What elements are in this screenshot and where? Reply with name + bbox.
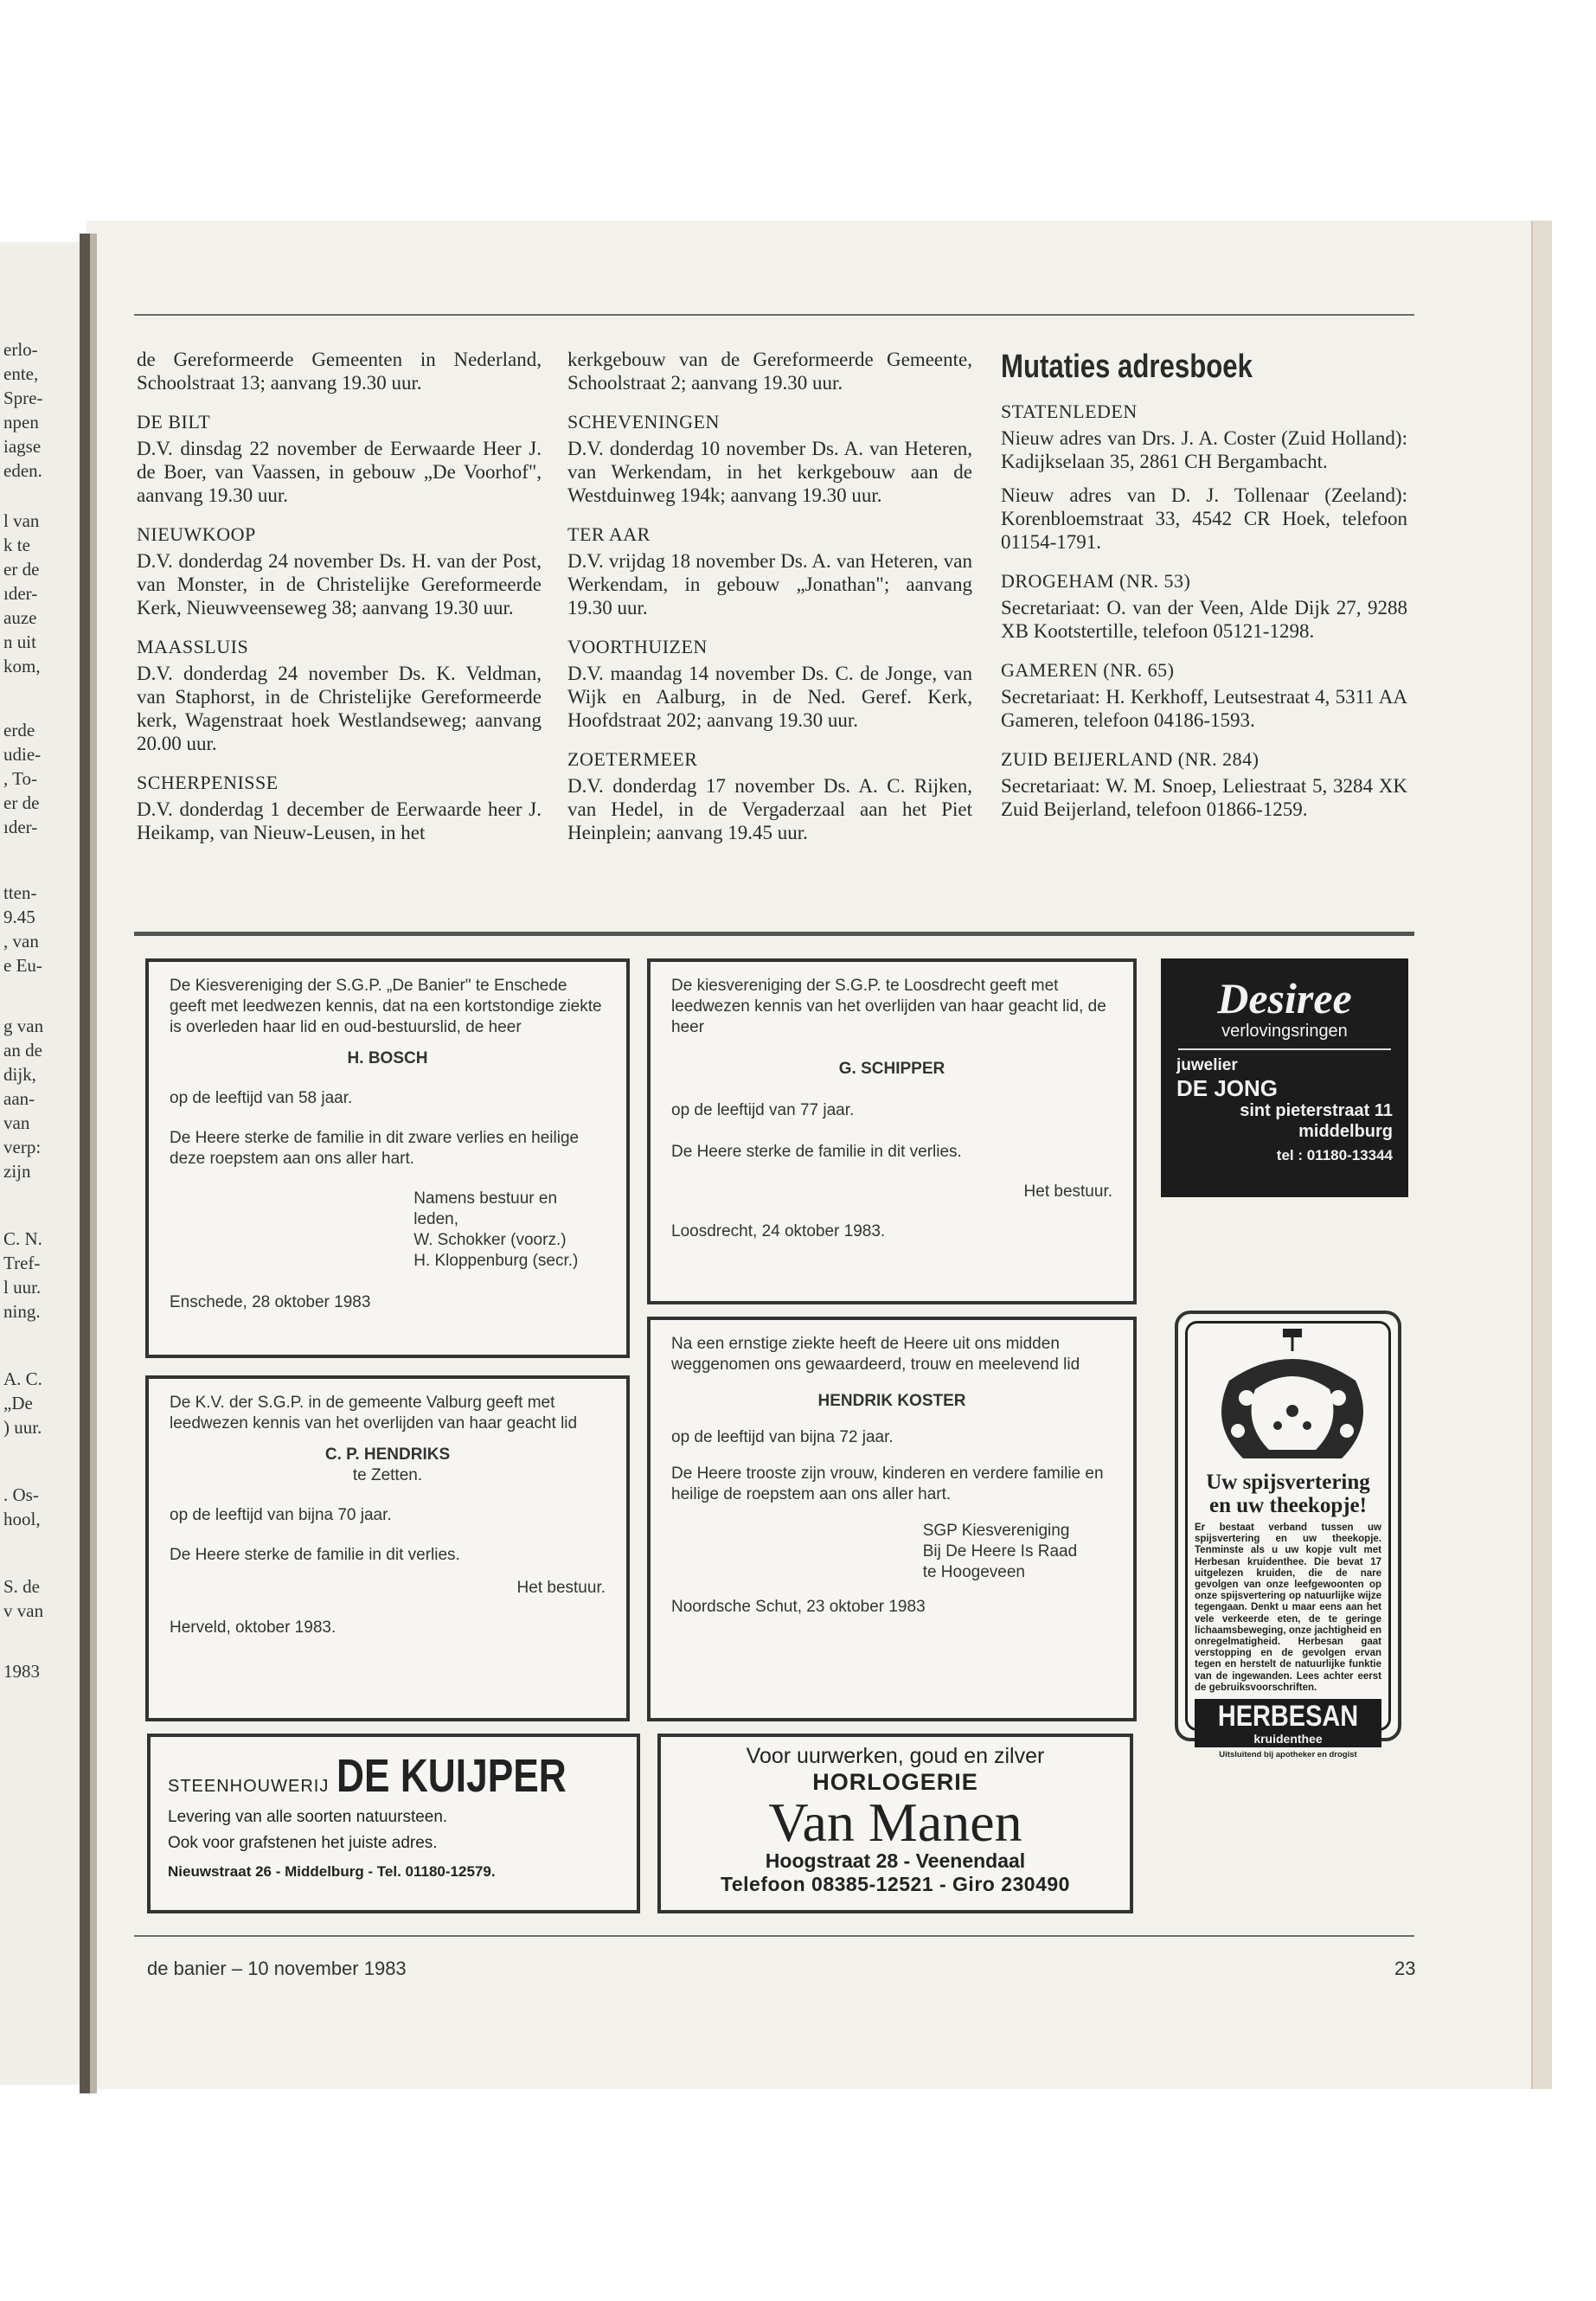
section-heading: MAASSLUIS: [137, 636, 249, 657]
ad-kuijper-line: Ook voor grafstenen het juiste adres.: [168, 1834, 438, 1852]
ad-herbesan-brand-name: HERBESAN: [1217, 1700, 1359, 1734]
notice-place-date: Noordsche Schut, 23 oktober 1983: [671, 1598, 926, 1616]
previous-page-fragment: Tref-: [3, 1253, 41, 1273]
section-heading: VOORTHUIZEN: [567, 636, 708, 657]
previous-page-fragment: . Os-: [3, 1484, 39, 1505]
previous-page-fragment: l uur.: [3, 1277, 42, 1298]
section-heading: NIEUWKOOP: [137, 523, 256, 545]
previous-page-fragment: g van: [3, 1016, 44, 1036]
previous-page-fragment: tten-: [3, 882, 37, 903]
previous-page-fragment: er de: [3, 792, 40, 813]
ad-de-kuijper: [147, 1734, 640, 1913]
ad-divider: [1178, 1048, 1391, 1050]
footer-page-number: 23: [1394, 1958, 1416, 1979]
ad-van-manen: [657, 1734, 1133, 1913]
body-paragraph: D.V. donderdag 24 november Ds. K. Veldman, van Staphorst, in de Christelijke Gereformeerde kerk, Wagenstraat hoek Westlandseweg; aanvang 20.00 uur.: [137, 663, 542, 754]
body-paragraph: Nieuw adres van Drs. J. A. Coster (Zuid Holland): Kadijkselaan 35, 2861 CH Bergambacht.: [1001, 427, 1407, 472]
obituary-bosch: [145, 958, 630, 1358]
previous-page-fragment: npen: [3, 412, 39, 433]
body-paragraph: D.V. donderdag 1 december de Eerwaarde heer J. Heikamp, van Nieuw-Leusen, in het: [137, 798, 542, 843]
section-heading: DROGEHAM (NR. 53): [1001, 570, 1191, 592]
ad-kuijper-name: DE KUIJPER: [336, 1750, 567, 1802]
notice-intro: De kiesvereniging der S.G.P. te Loosdrecht geeft met leedwezen kennis van het overlijden van haar geacht lid, de heer: [671, 977, 1106, 1036]
book-spine: [80, 234, 90, 2093]
previous-page-fragment: , To-: [3, 768, 37, 789]
ad-vanmanen-horlogerie: HORLOGERIE: [812, 1769, 978, 1795]
ad-herbesan-headline: Uw spijsvertering en uw theekopje!: [1206, 1471, 1370, 1517]
notice-name: C. P. HENDRIKS: [324, 1445, 451, 1464]
notice-residence: te Zetten.: [352, 1466, 423, 1484]
previous-page-fragment: ning.: [3, 1301, 41, 1322]
body-paragraph: Secretariaat: O. van der Veen, Alde Dijk 27, 9288 XB Kootstertille, telefoon 05121-1298.: [1001, 597, 1407, 642]
ad-desiree: [1161, 958, 1408, 1197]
previous-page-fragment: dijk,: [3, 1064, 36, 1085]
previous-page-fragment: verp:: [3, 1137, 42, 1157]
body-paragraph: de Gereformeerde Gemeenten in Nederland, Schoolstraat 13; aanvang 19.30 uur.: [137, 349, 542, 394]
section-heading: GAMEREN (NR. 65): [1001, 659, 1175, 681]
ad-desiree-line: juwelier: [1176, 1056, 1238, 1074]
body-paragraph: D.V. donderdag 17 november Ds. A. C. Rijken, van Hedel, in de Vergaderzaal aan het Piet Heinplein; aanvang 19.45 uur.: [567, 775, 972, 843]
obituary-schipper: [647, 958, 1137, 1304]
previous-page-fragment: hool,: [3, 1509, 41, 1529]
ad-desiree-line: DE JONG: [1176, 1075, 1279, 1101]
previous-page-fragment: ente,: [3, 363, 39, 384]
previous-page-fragment: v van: [3, 1600, 44, 1621]
previous-page-fragment: aan-: [3, 1088, 35, 1109]
previous-page-fragment: eden.: [3, 460, 42, 481]
previous-page-fragment: iagse: [3, 436, 42, 457]
section-heading: ZOETERMEER: [567, 748, 698, 770]
column-mutaties-adresboek: [1001, 349, 1407, 831]
previous-page-fragment: auze: [3, 607, 37, 628]
notice-signature: Bij De Heere Is Raad: [922, 1542, 1078, 1561]
body-paragraph: Nieuw adres van D. J. Tollenaar (Zeeland): Korenbloemstraat 33, 4542 CR Hoek, telefoon 01154-1791.: [1001, 484, 1407, 553]
ad-vanmanen-line: Voor uurwerken, goud en zilver: [746, 1744, 1045, 1768]
previous-page-fragment: k te: [3, 535, 30, 555]
section-heading: STATENLEDEN: [1001, 401, 1138, 422]
ad-herbesan: [1175, 1311, 1401, 1760]
notice-name: H. BOSCH: [347, 1049, 428, 1067]
ad-vanmanen-name: Van Manen: [768, 1791, 1022, 1853]
previous-page-fragment: e Eu-: [3, 955, 42, 976]
column-middle: [567, 348, 972, 855]
previous-page-fragment: l van: [3, 510, 40, 531]
ad-desiree-subtitle: verlovingsringen: [1221, 1022, 1348, 1041]
notice-wish: De Heere sterke de familie in dit zware verlies en heilige deze roepstem aan ons aller hart.: [170, 1129, 580, 1168]
body-paragraph: D.V. donderdag 24 november Ds. H. van der Post, van Monster, in de Christelijke Gereformeerde Kerk, Nieuwveenseweg 38; aanvang 19.30 uur.: [137, 550, 542, 619]
body-paragraph: Secretariaat: H. Kerkhoff, Leutsestraat 4, 5311 AA Gameren, telefoon 04186-1593.: [1001, 686, 1407, 731]
ad-kuijper-pre: STEENHOUWERIJ: [168, 1777, 330, 1796]
previous-page-fragment: zijn: [3, 1161, 31, 1182]
mutaties-title: Mutaties adresboek: [1001, 349, 1253, 385]
notice-wish: De Heere sterke de familie in dit verlies.: [671, 1143, 962, 1161]
tea-bag-illustration: [1195, 1329, 1390, 1467]
notice-wish: De Heere trooste zijn vrouw, kinderen en verdere familie en heilige de roepstem aan ons aller hart.: [671, 1465, 1104, 1503]
previous-page-fragment: Spre-: [3, 388, 43, 408]
body-paragraph: D.V. maandag 14 november Ds. C. de Jonge, van Wijk en Aalburg, in de Ned. Geref. Kerk, Hoofdstraat 202; aanvang 19.30 uur.: [567, 663, 972, 731]
notice-signature: H. Kloppenburg (secr.): [413, 1252, 579, 1270]
notice-signature: te Hoogeveen: [922, 1563, 1026, 1581]
footer-rule: [134, 1935, 1414, 1937]
notice-intro: De K.V. der S.G.P. in de gemeente Valburg geeft met leedwezen kennis van het overlijden van haar geacht lid: [170, 1394, 578, 1433]
ad-vanmanen-address: Hoogstraat 28 - Veenendaal: [765, 1849, 1026, 1872]
ad-herbesan-footnote: Uitsluitend bij apotheker en drogist: [1219, 1750, 1357, 1760]
notice-place-date: Enschede, 28 oktober 1983: [170, 1293, 371, 1311]
previous-page-fragment: n uit: [3, 631, 36, 652]
top-rule: [134, 314, 1414, 316]
notice-signature: Het bestuur.: [516, 1579, 606, 1597]
previous-page-fragment: ) uur.: [3, 1417, 42, 1438]
body-paragraph: D.V. vrijdag 18 november Ds. A. van Heteren, van Werkendam, in gebouw „Jonathan"; aanvang 19.30 uur.: [567, 550, 972, 619]
previous-page-fragment: ıder-: [3, 817, 38, 837]
section-heading: SCHERPENISSE: [137, 772, 279, 793]
ad-kuijper-address: Nieuwstraat 26 - Middelburg - Tel. 01180-12579.: [168, 1863, 496, 1880]
previous-page-fragment: A. C.: [3, 1368, 42, 1389]
notice-intro: Na een ernstige ziekte heeft de Heere uit ons midden weggenomen ons gewaardeerd, trouw en meelevend lid: [671, 1335, 1080, 1374]
previous-page-fragment: an de: [3, 1040, 42, 1061]
notice-signature: SGP Kiesvereniging: [922, 1522, 1070, 1540]
previous-page-fragment: „De: [3, 1393, 33, 1413]
notice-signature: Namens bestuur en leden,: [413, 1189, 558, 1228]
previous-page-fragment: S. de: [3, 1576, 40, 1597]
body-paragraph: D.V. dinsdag 22 november de Eerwaarde Heer J. de Boer, van Vaassen, in gebouw „De Voorhof", aanvang 19.30 uur.: [137, 438, 542, 506]
notice-place-date: Loosdrecht, 24 oktober 1983.: [671, 1222, 886, 1240]
obituary-hendriks: [145, 1375, 630, 1721]
obituary-koster: [647, 1317, 1137, 1721]
ad-herbesan-brand: [1195, 1699, 1381, 1747]
notice-age: op de leeftijd van bijna 70 jaar.: [170, 1506, 392, 1524]
notice-name: G. SCHIPPER: [838, 1060, 945, 1078]
section-heading: DE BILT: [137, 411, 211, 433]
section-rule: [134, 932, 1414, 936]
notice-age: op de leeftijd van 77 jaar.: [671, 1101, 855, 1119]
body-paragraph: D.V. donderdag 10 november Ds. A. van Heteren, van Werkendam, in het kerkgebouw aan de Westduinweg 194k; aanvang 19.30 uur.: [567, 438, 972, 506]
body-paragraph: Secretariaat: W. M. Snoep, Leliestraat 5, 3284 XK Zuid Beijerland, telefoon 01866-1259.: [1001, 775, 1407, 820]
notice-age: op de leeftijd van bijna 72 jaar.: [671, 1428, 894, 1446]
previous-page-fragment: van: [3, 1112, 30, 1133]
previous-page-fragment: C. N.: [3, 1228, 42, 1249]
previous-page-fragment: erde: [3, 720, 35, 740]
notice-wish: De Heere sterke de familie in dit verlies.: [170, 1546, 460, 1564]
notice-signature: W. Schokker (voorz.): [413, 1231, 567, 1249]
previous-page-fragment: kom,: [3, 656, 41, 676]
previous-page-fragment: erlo-: [3, 339, 38, 360]
previous-page-fragment: udie-: [3, 744, 42, 765]
previous-page-fragment: 9.45: [3, 907, 35, 927]
ad-herbesan-brand-sub: kruidenthee: [1253, 1732, 1323, 1747]
ad-herbesan-body: Er bestaat verband tussen uw spijsvertering en uw theekopje. Tenminste als u uw kopje vult met Herbesan kruidenthee. Die bevat 17 uitgelezen kruiden, die de nare gevolgen van onze leefgewoonten op onze spijsvertering op natuurlijke wijze tegengaan. Denkt u maar eens aan het vele verkeerde eten, de te geringe lichaamsbeweging, onze jachtigheid en onregelmatigheid. Herbesan gaat verstopping en de gevolgen ervan tegen en herstelt de natuurlijke funktie van de ingewanden. Lees achter eerst de gebruiksvoorschriften.: [1195, 1522, 1381, 1693]
notice-age: op de leeftijd van 58 jaar.: [170, 1089, 353, 1107]
previous-page-fragment: 1983: [3, 1661, 40, 1682]
ad-desiree-line: sint pieterstraat 11: [1240, 1101, 1393, 1120]
previous-page-fragment: ıder-: [3, 583, 38, 604]
notice-name: HENDRIK KOSTER: [817, 1392, 966, 1410]
previous-page-fragment: , van: [3, 931, 39, 952]
ad-kuijper-line: Levering van alle soorten natuursteen.: [168, 1808, 448, 1826]
book-gutter: [90, 234, 97, 2093]
page-stack-edge: [1531, 221, 1552, 2089]
body-paragraph: kerkgebouw van de Gereformeerde Gemeente, Schoolstraat 2; aanvang 19.30 uur.: [567, 349, 972, 394]
section-heading: SCHEVENINGEN: [567, 411, 720, 433]
notice-signature: Het bestuur.: [1023, 1183, 1112, 1201]
notice-intro: De Kiesvereniging der S.G.P. „De Banier" te Enschede geeft met leedwezen kennis, dat na een kortstondige ziekte is overleden haar lid en oud-bestuurslid, de heer: [170, 977, 602, 1036]
ad-desiree-line: tel : 01180-13344: [1276, 1147, 1393, 1163]
previous-page-fragment: er de: [3, 559, 40, 580]
footer-publication: de banier – 10 november 1983: [147, 1958, 407, 1979]
ad-vanmanen-phone: Telefoon 08385-12521 - Giro 230490: [721, 1873, 1070, 1895]
ad-desiree-line: middelburg: [1298, 1122, 1393, 1141]
section-heading: TER AAR: [567, 523, 651, 545]
ad-desiree-title: Desiree: [1217, 974, 1352, 1022]
section-heading: ZUID BEIJERLAND (NR. 284): [1001, 748, 1259, 770]
column-left: [137, 348, 542, 855]
notice-place-date: Herveld, oktober 1983.: [170, 1618, 337, 1637]
